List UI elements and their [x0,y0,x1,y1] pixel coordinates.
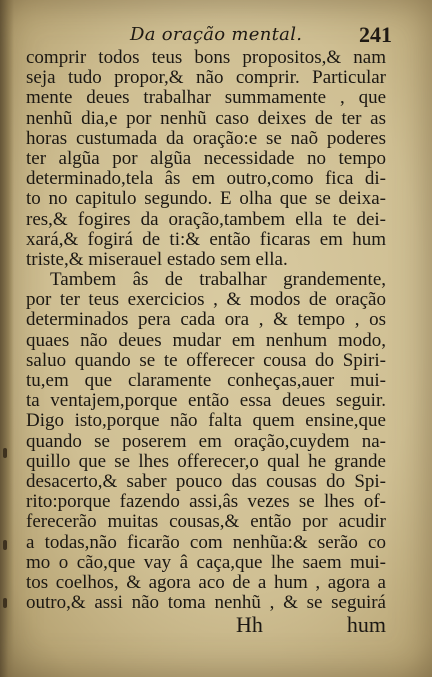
text-line: xará,& fogirá de ti:& então ficaras em hum [26,228,386,250]
body-text [26,48,386,613]
margin-mark [3,448,7,458]
text-line: por ter teus exercicios , & modos de oração [26,289,386,311]
page-number: 241 [359,22,392,47]
page-header [130,22,392,50]
text-line: comprir todos teus bons propositos,& nam [26,47,386,68]
margin-mark [3,598,7,608]
running-title: Da oração mental. [130,24,303,45]
text-line: Tambem âs de trabalhar grandemente, [50,269,386,291]
text-line: mente deues trabalhar summamente , que [26,87,386,109]
text-line: a todas,não ficarão com nenhũa:& serão co [26,531,386,553]
text-line: saluo quando se te offerecer cousa do Spiri- [26,349,386,371]
text-line: tu,em que claramente conheças,auer mui- [26,370,386,391]
text-line: res,& fogires da oração,tambem ella te dei- [26,208,386,230]
text-line: quillo que se lhes offerecer,o qual he grande [26,450,386,472]
catchword: hum [346,612,386,637]
text-line: rito:porque fazendo assi,âs vezes se lhes of- [26,491,386,513]
text-line: quaes não deues mudar em nenhum modo, [26,329,386,351]
text-line: determinados pera cada ora , & tempo , os [26,309,386,331]
margin-mark [3,540,7,550]
text-line: ferecerão muitas cousas,& então por acudir [26,511,386,533]
text-line: determinado,tela âs em outro,como fica di- [26,168,386,190]
text-line: nenhũ dia,e por nenhũ caso deixes de ter as [26,107,386,129]
text-line: to no capitulo segundo. E olha que se deixa- [26,188,386,210]
text-line: ta ventajem,porque então essa deues seguir. [26,390,386,412]
text-line: triste,& miserauel estado sem ella. [26,248,288,270]
text-line: tos coelhos, & agora aco de a hum , agora a [26,571,386,593]
text-line: horas custumada da oração:e se naõ poderes [26,127,386,149]
text-line: mo o cão,que vay â caça,que lhe saem mui- [26,551,386,573]
page-footer [26,612,386,638]
text-line: outro,& assi não toma nenhũ , & se seguirá [26,592,386,614]
text-line: seja tudo propor,& não comprir. Particular [26,67,386,89]
text-line: quando se poserem em oração,cuydem na- [26,430,386,452]
text-line: Digo isto,porque não falta quem ensine,que [26,410,386,432]
text-line: ter algũa por algũa necessidade no tempo [26,147,386,169]
signature-mark: Hh [236,612,263,637]
page-gutter-shadow [0,0,14,677]
text-line: desacerto,& saber pouco das cousas do Spi- [26,470,386,492]
